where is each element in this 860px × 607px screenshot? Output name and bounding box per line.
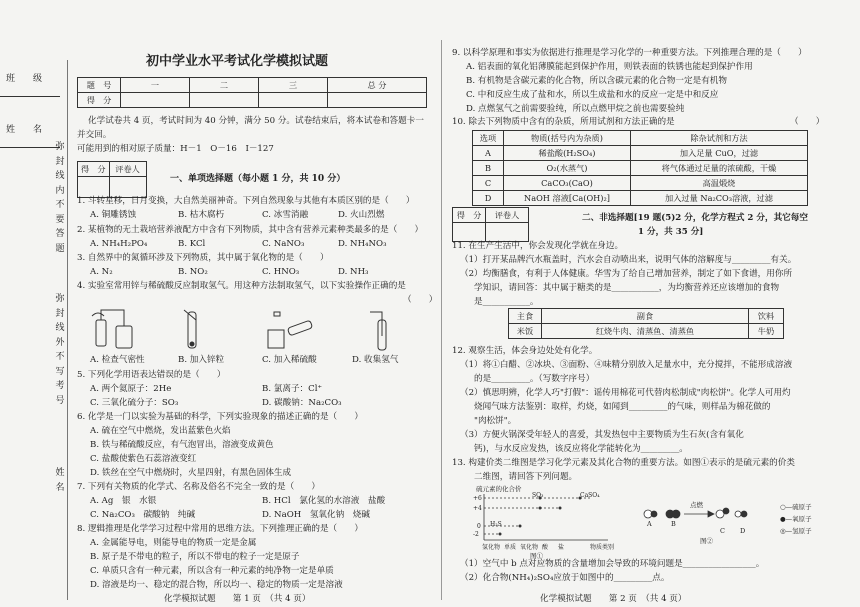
fig2-legend-hydrogen: ◎—氢原子 xyxy=(780,527,812,535)
q3-opt-b: B. NO₂ xyxy=(178,267,208,277)
seal-text-inner: 弥封线内不要答题 xyxy=(55,142,65,254)
q12-line-7: 钙)，与水反应发热，该反应将化学能转化为_________。 xyxy=(474,444,688,454)
q12-line-4: 烧闻气味方法鉴别：取样，灼烧，如闻到_________的气味，则样品为棉花做的 xyxy=(474,402,771,412)
page-divider xyxy=(441,40,442,600)
fig1-xtick: 物质类别 xyxy=(590,544,615,551)
fig2-letter-a: A xyxy=(647,520,652,528)
q6-opt-a: A. 硫在空气中燃烧，发出蓝紫色火焰 xyxy=(90,426,231,436)
fig1-xtick: 单质 xyxy=(504,544,517,551)
q13-line-2: 二维图，请回答下列问题。 xyxy=(474,472,578,482)
fig2-arrow-label: 点燃 xyxy=(690,501,703,509)
grader-box-2 xyxy=(452,207,529,242)
q6-opt-d: D. 铁丝在空气中燃烧时，火星四射，有黑色固体生成 xyxy=(90,468,292,478)
q10-cell: B xyxy=(473,161,504,176)
intro-line-2: 并交回。 xyxy=(77,130,112,140)
q10-paren: （ ） xyxy=(790,117,825,127)
q1-opt-b: B. 枯木腐朽 xyxy=(178,210,225,220)
q4-opt-d: D. 收集氢气 xyxy=(352,355,399,365)
fig1-point xyxy=(519,525,522,528)
grader-score-label: 得 分 xyxy=(78,162,110,177)
score-cell xyxy=(259,93,328,108)
q2-stem: 2. 某植物的无土栽培营养液配方中含有下列物质，其中含有营养元素种类最多的是（ ） xyxy=(77,225,424,235)
seal-name: 姓名 xyxy=(55,468,65,493)
test-tube-a-icon xyxy=(96,320,106,346)
q6-stem: 6. 化学是一门以实验为基础的科学，下列实验现象的描述正确的是（ ） xyxy=(77,412,363,422)
q11-stem: 11. 在生产生活中，你会发现化学就在身边。 xyxy=(452,241,624,251)
q5-stem: 5. 下列化学用语表达错误的是（ ） xyxy=(77,370,226,380)
fig1-caption: 图① xyxy=(530,552,543,560)
fig1-xtick: 氢化物 xyxy=(482,544,501,551)
seal-text-outer: 弥封线外不写考号 xyxy=(55,294,65,406)
q10-cell: C xyxy=(473,176,504,191)
q10-cell: 高温煅烧 xyxy=(631,176,808,191)
beaker-a-icon xyxy=(116,326,132,348)
q2-opt-d: D. NH₄NO₃ xyxy=(338,239,387,249)
q3-opt-a: A. N₂ xyxy=(90,267,113,277)
q3-opt-d: D. NH₃ xyxy=(338,267,369,277)
menu-cell: 牛奶 xyxy=(749,324,784,339)
q5-opt-d: D. 碳酸钠：Na₂CO₃ xyxy=(262,398,342,408)
q11-line-1: （1）打开某品牌汽水瓶盖时，汽水会自动喷出来，说明气体的溶解度与_________有关。 xyxy=(460,255,797,265)
q10-cell: A xyxy=(473,146,504,161)
q12-line-5: "肉松饼"。 xyxy=(474,416,517,426)
class-line xyxy=(0,96,60,97)
q10-head-option: 选项 xyxy=(473,131,504,146)
q1-opt-c: C. 冰雪消融 xyxy=(262,210,309,220)
q8-opt-a: A. 金属能导电，则能导电的物质一定是金属 xyxy=(90,538,257,548)
gas-tube-d-icon xyxy=(370,312,382,336)
q3-opt-c: C. HNO₃ xyxy=(262,267,300,277)
q12-line-3: （2）慎思明辨，化学人巧"打假"：谣传用棉花可代替肉松制成"肉松饼"。化学人可用灼 xyxy=(460,388,791,398)
name-line xyxy=(0,147,60,148)
q4-opt-b: B. 加入锌粒 xyxy=(178,355,225,365)
q10-cell: 加入过量 Na₂CO₃溶液，过滤 xyxy=(631,191,808,206)
q10-cell: NaOH 溶液[Ca(OH)₂] xyxy=(504,191,631,206)
q8-stem: 8. 逻辑推理是化学学习过程中常用的思维方法。下列推理正确的是（ ） xyxy=(77,524,363,534)
fig1-xtick: 氧化物 xyxy=(520,544,539,551)
score-row-label: 得 分 xyxy=(78,93,121,108)
score-table xyxy=(77,77,427,108)
intro-line-1: 化学试卷共 4 页，考试时间为 40 分钟，满分 50 分。试卷结束后，将本试卷和答题卡一 xyxy=(88,116,424,126)
q1-opt-a: A. 铜雕锈蚀 xyxy=(90,210,137,220)
q10-cell: D xyxy=(473,191,504,206)
q7-opt-c: C. Na₂CO₃ 碳酸钠 纯碱 xyxy=(90,510,196,520)
class-label: 班 级 xyxy=(6,74,43,84)
fig1-point xyxy=(559,507,562,510)
fig2-letter-c: C xyxy=(720,527,725,535)
q4-opt-c: C. 加入稀硫酸 xyxy=(262,355,317,365)
section-2-title-cont: 1 分，共 35 分] xyxy=(638,227,704,237)
menu-head-drink: 饮料 xyxy=(749,309,784,324)
score-head-3: 三 xyxy=(259,78,328,93)
section-1-title: 一、单项选择题（每小题 1 分，共 10 分） xyxy=(170,174,346,184)
q11-line-3: 学知识，请回答：其中属于糖类的是___________，为均衡营养还应该增加的食物 xyxy=(474,283,780,293)
fig1-point xyxy=(499,533,502,536)
tweezers-icon xyxy=(184,310,196,320)
fig1-point xyxy=(539,507,542,510)
grader-reviewer-label: 评卷人 xyxy=(109,162,146,177)
q10-head-substance: 物质(括号内为杂质) xyxy=(504,131,631,146)
fig1-xtick: 盐 xyxy=(558,544,565,551)
q5-opt-c: C. 三氧化硫分子：SO₃ xyxy=(90,398,179,408)
q2-opt-a: A. NH₄H₂PO₄ xyxy=(90,239,148,249)
score-head-total: 总 分 xyxy=(328,78,427,93)
q9-opt-a: A. 铝表面的氧化铝薄膜能起到保护作用，则铁表面的铁锈也能起到保护作用 xyxy=(466,62,753,72)
menu-cell: 红烧牛肉、清蒸鱼、清蒸鱼 xyxy=(542,324,749,339)
q7-opt-d: D. NaOH 氢氧化钠 烧碱 xyxy=(262,510,370,520)
q11-menu-table xyxy=(508,308,784,339)
q10-table xyxy=(472,130,808,206)
q4-stem: 4. 实验室常用锌与稀硫酸反应制取氢气。用这种方法制取氢气，以下实验操作正确的是 xyxy=(77,281,406,291)
score-cell xyxy=(328,93,427,108)
q7-stem: 7. 下列有关物质的化学式、名称及俗名不完全一致的是（ ） xyxy=(77,482,320,492)
fig1-chem-so3: SO₃ xyxy=(532,492,544,499)
fig1-ylabel: 硫元素的化合价 xyxy=(476,485,522,493)
fig1-ytick: +4 xyxy=(473,505,482,512)
footer-page-1: 化学模拟试题 第 1 页 （共 4 页） xyxy=(164,594,311,604)
q4-apparatus-illustration xyxy=(88,306,418,354)
fig2-legend-oxygen: ●—氧原子 xyxy=(780,515,812,523)
fig1-chem-caso4: CaSO₄ xyxy=(580,492,600,499)
q12-line-6: （3）方便火锅深受年轻人的喜爱，其发热包中主要物质为生石灰(含有氧化 xyxy=(460,430,744,440)
q13-stem: 13. 构建价类二维图是学习化学元素及其化合物的重要方法。如图①表示的是硫元素的价类 xyxy=(452,458,795,468)
q9-opt-c: C. 中和反应生成了盐和水，所以生成盐和水的反应一定是中和反应 xyxy=(466,90,719,100)
q3-stem: 3. 自然界中的氮循环涉及下列物质，其中属于氧化物的是（ ） xyxy=(77,253,329,263)
fig1-ytick: 0 xyxy=(477,523,481,530)
fig2-letter-b: B xyxy=(671,520,676,528)
q4-opt-a: A. 检查气密性 xyxy=(90,355,145,365)
fig1-ytick: +6 xyxy=(473,495,482,502)
zinc-granule-icon xyxy=(190,342,194,346)
seal-line xyxy=(67,60,68,600)
hand-a-icon xyxy=(92,313,104,316)
q1-opt-d: D. 火山烈燃 xyxy=(338,210,385,220)
grader-cell xyxy=(78,177,110,198)
menu-head-side: 副食 xyxy=(542,309,749,324)
grader-cell xyxy=(453,223,486,242)
q8-opt-b: B. 原子是不带电的粒子，所以不带电的粒子一定是原子 xyxy=(90,552,300,562)
grader-cell xyxy=(486,223,529,242)
fig2-caption: 图② xyxy=(700,537,713,545)
q8-opt-d: D. 溶液是均一、稳定的混合物，所以均一、稳定的物质一定是溶液 xyxy=(90,580,343,590)
q9-opt-d: D. 点燃氢气之前需要验纯，所以点燃甲烷之前也需要验纯 xyxy=(466,104,685,114)
q7-opt-a: A. Ag 银 水银 xyxy=(90,496,157,506)
intro-line-3: 可能用到的相对原子质量：H－1 O－16 I－127 xyxy=(77,144,274,154)
fig1-chem-h2s: H₂S xyxy=(490,521,502,528)
section-2-title: 二、非选择题[19 题(5)2 分，化学方程式 2 分，其它每空 xyxy=(582,213,808,223)
q2-opt-c: C. NaNO₃ xyxy=(262,239,305,249)
q13-line-3: （1）空气中 b 点对应物质的含量增加会导致的环境问题是_________________。 xyxy=(460,559,765,569)
q2-opt-b: B. KCl xyxy=(178,239,206,249)
menu-cell: 米饭 xyxy=(509,324,542,339)
q12-line-2: 的是_________。（写数字序号） xyxy=(474,374,595,384)
q1-stem: 1. 斗转星移，日月变换，大自然美丽神奇。下列自然现象与其他有本质区别的是（ ） xyxy=(77,196,415,206)
q12-stem: 12. 观察生活，体会身边处处有化学。 xyxy=(452,346,598,356)
q9-stem: 9. 以科学原理和事实为依据进行推理是学习化学的一种重要方法。下列推理合理的是（ ） xyxy=(452,48,807,58)
q10-cell: O₂(水蒸气) xyxy=(504,161,631,176)
score-head-label: 题 号 xyxy=(78,78,121,93)
q6-opt-c: C. 盐酸使紫色石蕊溶液变红 xyxy=(90,454,197,464)
exam-title: 初中学业水平考试化学模拟试题 xyxy=(146,54,329,69)
menu-head-staple: 主食 xyxy=(509,309,542,324)
q11-line-2: （2）均衡膳食，有利于人体健康。华雪为了给自己增加营养，制定了如下食谱，用你所 xyxy=(460,269,793,279)
score-cell xyxy=(190,93,259,108)
q6-opt-b: B. 铁与稀硫酸反应，有气泡冒出，溶液变成黄色 xyxy=(90,440,274,450)
delivery-tube-icon xyxy=(101,310,124,326)
q9-opt-b: B. 有机物是含碳元素的化合物，所以含碳元素的化合物一定是有机物 xyxy=(466,76,727,86)
reagent-bottle-icon xyxy=(268,330,284,348)
q4-paren: （ ） xyxy=(403,295,438,305)
q12-line-1: （1）将①白醋、②冰块、③面粉、④味精分别放入足量水中，充分搅拌，不能形成溶液 xyxy=(460,360,793,370)
grader-cell xyxy=(109,177,146,198)
q10-cell: 将气体通过足量的浓硫酸，干燥 xyxy=(631,161,808,176)
q7-opt-b: B. HCl 氯化氢的水溶液 盐酸 xyxy=(262,496,386,506)
q5-opt-b: B. 氯离子：Cl⁺ xyxy=(262,384,323,394)
score-cell xyxy=(121,93,190,108)
score-head-2: 二 xyxy=(190,78,259,93)
grader-score-label: 得 分 xyxy=(453,208,486,223)
score-head-1: 一 xyxy=(121,78,190,93)
bottle-stopper-icon xyxy=(274,312,280,316)
q10-head-method: 除杂试剂和方法 xyxy=(631,131,808,146)
q11-line-4: 是___________。 xyxy=(474,297,539,307)
grader-box-1 xyxy=(77,161,147,198)
test-tube-c-icon xyxy=(287,320,312,336)
fig2-letter-d: D xyxy=(740,527,746,535)
fig1-xtick: 酸 xyxy=(542,544,549,551)
q10-stem: 10. 除去下列物质中含有的杂质，所用试剂和方法正确的是 xyxy=(452,117,675,127)
fig1-ytick: -2 xyxy=(473,531,479,538)
grader-reviewer-label: 评卷人 xyxy=(486,208,529,223)
q13-line-4: （2）化合物(NH₄)₂SO₄应放于如图中的_________点。 xyxy=(460,573,670,583)
molecule-d-icon xyxy=(735,511,741,517)
footer-page-2: 化学模拟试题 第 2 页 （共 4 页） xyxy=(540,594,687,604)
q10-cell: CaCO₃(CaO) xyxy=(504,176,631,191)
q5-opt-a: A. 两个氦原子：2He xyxy=(90,384,172,394)
q8-opt-c: C. 单质只含有一种元素，所以含有一种元素的纯净物一定是单质 xyxy=(90,566,334,576)
name-label: 姓 名 xyxy=(6,125,43,135)
fig2-legend-sulfur: ○—硫原子 xyxy=(780,503,812,511)
q10-cell: 加入足量 CuO，过滤 xyxy=(631,146,808,161)
q10-cell: 稀盐酸(H₂SO₄) xyxy=(504,146,631,161)
